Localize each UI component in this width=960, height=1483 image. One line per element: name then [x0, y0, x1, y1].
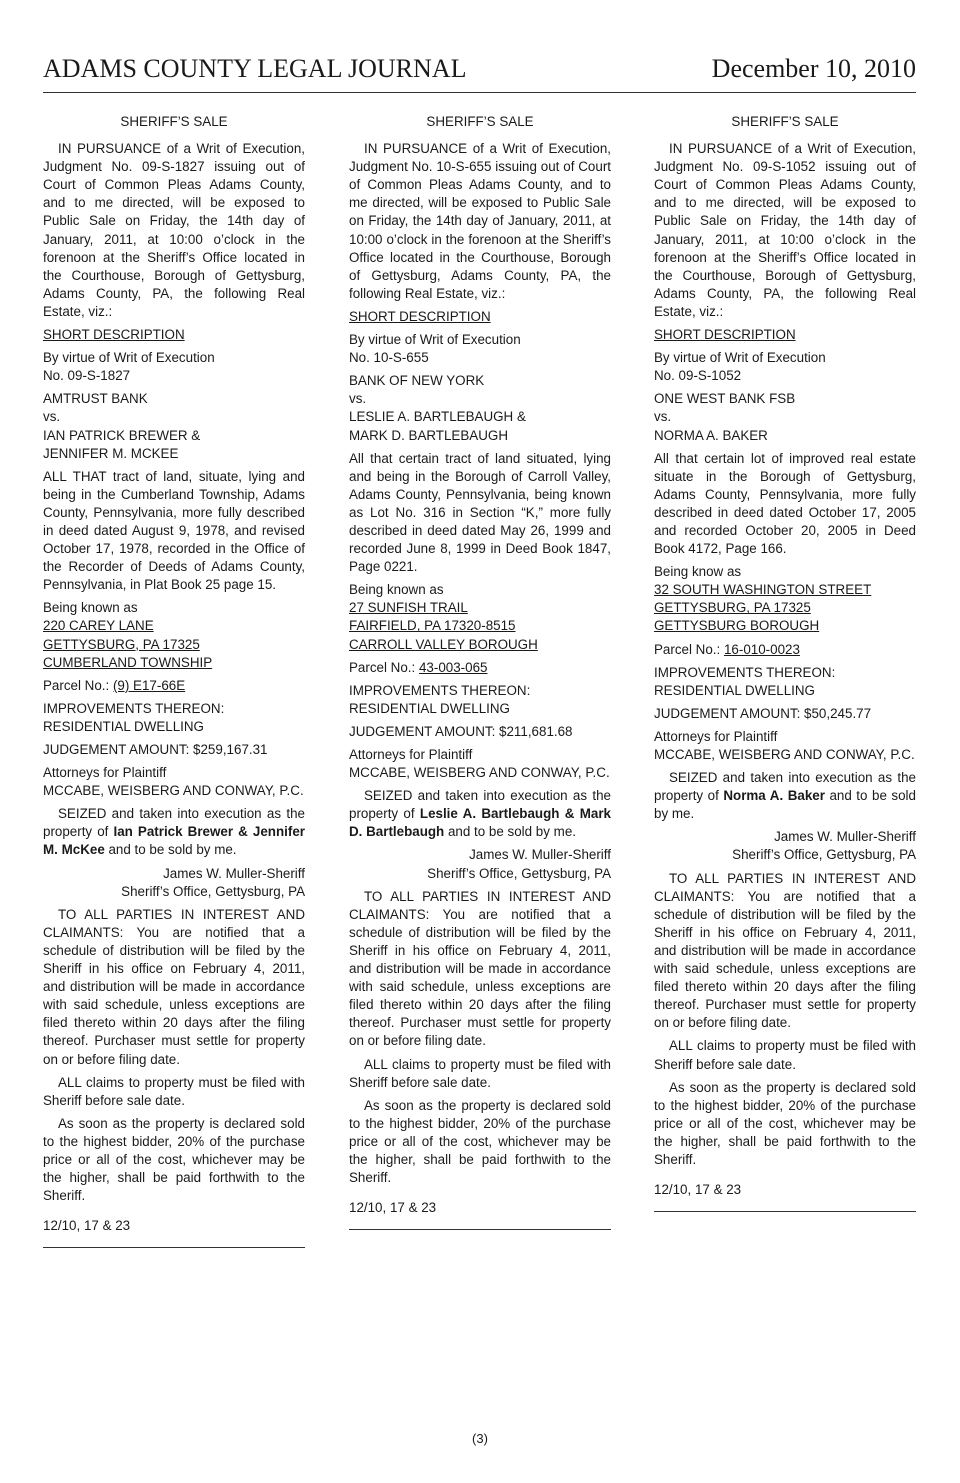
notice-heading: SHERIFF’S SALE [731, 114, 839, 129]
attorneys-name: MCCABE, WEISBERG AND CONWAY, P.C. [654, 747, 915, 762]
address-block [43, 599, 305, 671]
defendant: JENNIFER M. MCKEE [43, 445, 179, 461]
publication-dates: 12/10, 17 & 23 [654, 1181, 916, 1212]
attorneys-label: Attorneys for Plaintiff [349, 747, 473, 762]
versus: vs. [349, 391, 367, 407]
improvements-block [349, 682, 611, 718]
sheriff-signature [654, 828, 916, 864]
short-description-label: SHORT DESCRIPTION [349, 308, 491, 324]
parcel-number: 16-010-0023 [723, 641, 800, 657]
known-as-label: Being know as [654, 564, 742, 580]
writ-number: No. 10-S-655 [349, 350, 429, 366]
page-number: (3) [472, 1431, 488, 1446]
sheriff-signature [349, 846, 611, 882]
versus: vs. [654, 409, 672, 425]
address-block [349, 581, 611, 653]
parties-notice: TO ALL PARTIES IN INTEREST AND CLAIMANTS: You are notified that a schedule of distribution will be filed by the Sheriff in his office on February 4, 2011, and distribution will be made in accordance with said schedule, unless exceptions are filed thereto within 20 days after the filing thereof. Purchaser must settle for property on or before filing date. [349, 888, 611, 1049]
masthead [43, 54, 916, 93]
writ-block [349, 331, 611, 367]
attorneys-name: MCCABE, WEISBERG AND CONWAY, P.C. [43, 783, 304, 799]
notice-intro: IN PURSUANCE of a Writ of Execution, Judgment No. 09-S-1052 issuing out of Court of Common Pleas Adams County, and to me directed, will be exposed to Public Sale on Friday, the 14th day of January, 2011, at 10:00 o’clock in the forenoon at the Sheriff’s Office located in the Courthouse, Borough of Gettysburg, Adams County, PA, the following Real Estate, viz.: [654, 141, 916, 319]
sheriff-signature [43, 865, 305, 901]
judgement-amount: JUDGEMENT AMOUNT: $211,681.68 [349, 723, 573, 739]
defendant: IAN PATRICK BREWER & [43, 427, 201, 443]
notice-intro: IN PURSUANCE of a Writ of Execution, Judgment No. 09-S-1827 issuing out of Court of Common Pleas Adams County, and to me directed, will be exposed to Public Sale on Friday, the 14th day of January, 2011, at 10:00 o’clock in the forenoon at the Sheriff’s Office located in the Courthouse, Borough of Gettysburg, Adams County, PA, the following Real Estate, viz.: [43, 141, 305, 319]
address-block [654, 563, 916, 635]
plaintiff: AMTRUST BANK [43, 391, 148, 407]
parties-block [654, 390, 916, 444]
claims-notice: ALL claims to property must be filed with Sheriff before sale date. [349, 1056, 611, 1090]
improvements-value: RESIDENTIAL DWELLING [654, 682, 815, 698]
short-description-label: SHORT DESCRIPTION [654, 327, 796, 343]
notice-column-2 [349, 113, 611, 1230]
improvements-block [43, 700, 305, 736]
notice-intro: IN PURSUANCE of a Writ of Execution, Judgment No. 10-S-655 issuing out of Court of Common Pleas Adams County, and to me directed, will be exposed to Public Sale on Friday, the 14th day of January, 2011, at 10:00 o’clock in the forenoon at the Sheriff’s Office located in the Courthouse, Borough of Gettysburg, Adams County, PA, the following Real Estate, viz.: [349, 141, 611, 301]
writ-line: By virtue of Writ of Execution [654, 350, 826, 366]
seized-statement [349, 787, 611, 841]
short-description-label: SHORT DESCRIPTION [43, 327, 185, 343]
publication-dates: 12/10, 17 & 23 [349, 1199, 611, 1230]
journal-title: ADAMS COUNTY LEGAL JOURNAL [43, 54, 467, 83]
attorneys-label: Attorneys for Plaintiff [654, 728, 778, 744]
attorneys-block [654, 728, 916, 764]
address-line: FAIRFIELD, PA 17320-8515 [349, 618, 516, 634]
parcel-line [43, 677, 305, 695]
attorneys-label: Attorneys for Plaintiff [43, 765, 167, 781]
seized-text: and to be sold by me. [654, 788, 916, 822]
payment-notice: As soon as the property is declared sold to the highest bidder, 20% of the purchase price or all of the cost, whichever may be the higher, shall be paid forthwith to the Sheriff. [43, 1115, 305, 1204]
improvements-value: RESIDENTIAL DWELLING [43, 718, 204, 734]
sheriff-office: Sheriff’s Office, Gettysburg, PA [427, 865, 611, 881]
writ-number: No. 09-S-1052 [654, 368, 742, 384]
seized-statement [654, 769, 916, 823]
address-line: GETTYSBURG, PA 17325 [654, 600, 811, 616]
publication-dates: 12/10, 17 & 23 [43, 1217, 305, 1248]
property-owner: Ian Patrick Brewer & Jennifer M. McKee [43, 824, 305, 858]
sheriff-name: James W. Muller-Sheriff [163, 865, 305, 881]
notice-heading: SHERIFF’S SALE [120, 114, 228, 129]
sheriff-office: Sheriff’s Office, Gettysburg, PA [121, 883, 305, 899]
sheriff-office: Sheriff’s Office, Gettysburg, PA [732, 847, 916, 863]
address-line: CARROLL VALLEY BOROUGH [349, 636, 538, 652]
claims-notice: ALL claims to property must be filed with Sheriff before sale date. [43, 1074, 305, 1108]
address-line: 27 SUNFISH TRAIL [349, 600, 468, 616]
writ-line: By virtue of Writ of Execution [349, 332, 521, 348]
address-line: GETTYSBURG BOROUGH [654, 618, 820, 634]
judgement-amount: JUDGEMENT AMOUNT: $259,167.31 [43, 742, 268, 757]
parcel-label: Parcel No.: [43, 677, 113, 693]
notice-column-3 [654, 113, 916, 1212]
notice-column-1 [43, 113, 305, 1248]
improvements-label: IMPROVEMENTS THEREON: [349, 682, 531, 698]
seized-text: SEIZED and taken into execution as the property of [349, 788, 611, 822]
writ-number: No. 09-S-1827 [43, 368, 131, 384]
claims-notice: ALL claims to property must be filed with Sheriff before sale date. [654, 1038, 916, 1072]
attorneys-name: MCCABE, WEISBERG AND CONWAY, P.C. [349, 765, 610, 781]
known-as-label: Being known as [43, 600, 138, 616]
plaintiff: ONE WEST BANK FSB [654, 391, 796, 407]
writ-block [43, 349, 305, 385]
parties-notice: TO ALL PARTIES IN INTEREST AND CLAIMANTS: You are notified that a schedule of distribution will be filed by the Sheriff in his office on February 4, 2011, and distribution will be made in accordance with said schedule, unless exceptions are filed thereto within 20 days after the filing thereof. Purchaser must settle for property on or before filing date. [43, 906, 305, 1067]
issue-date: December 10, 2010 [711, 54, 916, 83]
parcel-label: Parcel No.: [349, 659, 419, 675]
address-line: CUMBERLAND TOWNSHIP [43, 654, 213, 670]
parcel-number: 43-003-065 [418, 659, 488, 675]
seized-text: and to be sold by me. [104, 842, 237, 858]
seized-text: and to be sold by me. [444, 824, 576, 840]
seized-text: SEIZED and taken into execution as the property of [654, 770, 916, 804]
address-line: 32 SOUTH WASHINGTON STREET [654, 582, 872, 598]
payment-notice: As soon as the property is declared sold to the highest bidder, 20% of the purchase price or all of the cost, whichever may be the higher, shall be paid forthwith to the Sheriff. [349, 1097, 611, 1186]
parties-notice: TO ALL PARTIES IN INTEREST AND CLAIMANTS: You are notified that a schedule of distribution will be filed by the Sheriff in his office on February 4, 2011, and distribution will be made in accordance with said schedule, unless exceptions are filed thereto within 20 days after the filing thereof. Purchaser must settle for property on or before filing date. [654, 870, 916, 1031]
property-owner: Norma A. Baker [723, 788, 825, 804]
property-owner: Leslie A. Bartlebaugh & Mark D. Bartlebaugh [349, 806, 611, 840]
writ-line: By virtue of Writ of Execution [43, 350, 215, 366]
attorneys-block [349, 746, 611, 782]
plaintiff: BANK OF NEW YORK [349, 373, 485, 389]
improvements-label: IMPROVEMENTS THEREON: [43, 700, 225, 716]
address-line: 220 CAREY LANE [43, 618, 154, 634]
parties-block [349, 372, 611, 444]
payment-notice: As soon as the property is declared sold to the highest bidder, 20% of the purchase price or all of the cost, whichever may be the higher, shall be paid forthwith to the Sheriff. [654, 1079, 916, 1167]
defendant: MARK D. BARTLEBAUGH [349, 427, 508, 443]
defendant: LESLIE A. BARTLEBAUGH & [349, 409, 526, 425]
parties-block [43, 390, 305, 462]
property-description: All that certain tract of land situated, lying and being in the Borough of Carroll Valley, Adams County, Pennsylvania, being known as Lot No. 316 in Section “K,” more fully described in deed dated May 26, 1999 and recorded June 8, 1999 in Deed Book 1847, Page 0221. [349, 450, 611, 575]
improvements-label: IMPROVEMENTS THEREON: [654, 664, 836, 680]
judgement-amount: JUDGEMENT AMOUNT: $50,245.77 [654, 705, 872, 721]
parcel-label: Parcel No.: [654, 641, 724, 657]
versus: vs. [43, 409, 61, 425]
seized-text: SEIZED and taken into execution as the property of [43, 806, 305, 840]
improvements-block [654, 664, 916, 700]
writ-block [654, 349, 916, 385]
notice-heading: SHERIFF’S SALE [426, 114, 534, 129]
attorneys-block [43, 764, 305, 800]
property-description: All that certain lot of improved real estate situate in the Borough of Gettysburg, Adams County, Pennsylvania, more fully described in deed dated October 17, 2005 and recorded October 20, 2005 in Deed Book 4172, Page 166. [654, 450, 916, 557]
seized-statement [43, 805, 305, 859]
known-as-label: Being known as [349, 582, 444, 598]
parcel-number: (9) E17-66E [112, 677, 186, 693]
sheriff-name: James W. Muller-Sheriff [774, 829, 916, 845]
defendant: NORMA A. BAKER [654, 427, 768, 443]
parcel-line [349, 659, 611, 677]
improvements-value: RESIDENTIAL DWELLING [349, 700, 510, 716]
sheriff-name: James W. Muller-Sheriff [469, 847, 611, 863]
address-line: GETTYSBURG, PA 17325 [43, 636, 200, 652]
parcel-line [654, 641, 916, 659]
property-description: ALL THAT tract of land, situate, lying and being in the Cumberland Township, Adams County, Pennsylvania, more fully described in deed dated August 9, 1978, and revised October 17, 1978, recorded in the Office of the Recorder of Deeds of Adams County, Pennsylvania, in Plat Book 25 page 15. [43, 468, 305, 593]
